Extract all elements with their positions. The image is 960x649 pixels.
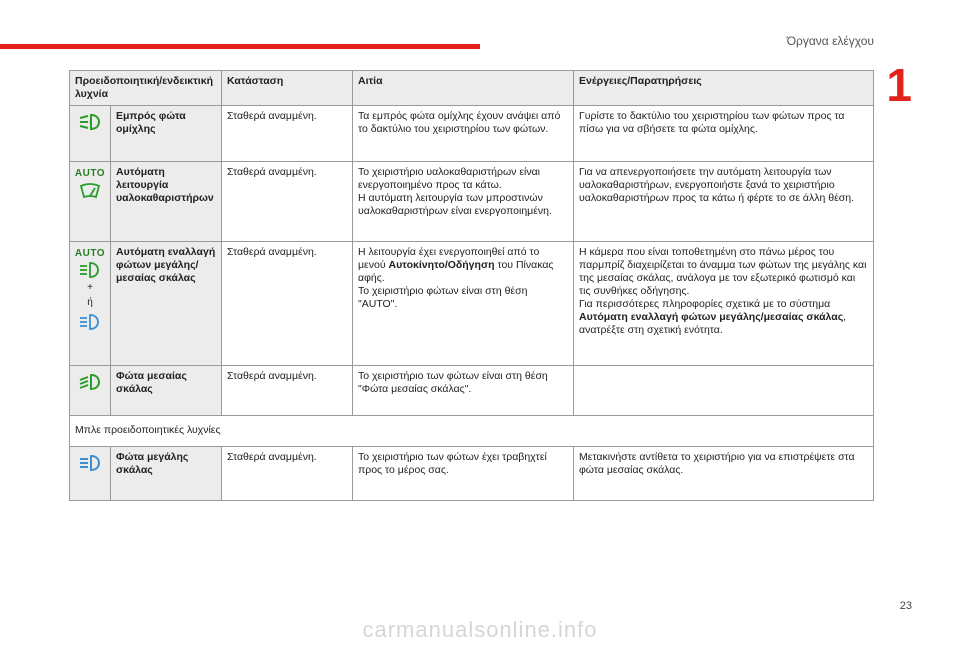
- note-line: [579, 298, 868, 337]
- note-text: Για περισσότερες πληροφορίες σχετικά με το σύστημα: [579, 298, 831, 310]
- auto-label: AUTO: [74, 168, 106, 179]
- table-row: [70, 447, 874, 501]
- table-row: [70, 242, 874, 366]
- cause-line: Το χειριστήριο υαλοκαθαριστήρων είναι ενεργοποιημένο προς τα κάτω.: [358, 166, 541, 191]
- icon-cell: [70, 366, 111, 416]
- cause-line: Το χειριστήριο φώτων είναι στη θέση "AUTO".: [358, 285, 528, 310]
- lamp-action: [574, 366, 874, 416]
- lamp-cause: Τα εμπρός φώτα ομίχλης έχουν ανάψει από το δακτύλιο του χειριστηρίου των φώτων.: [353, 106, 574, 162]
- high-beam-blue-icon: [78, 313, 102, 331]
- lamp-name: Αυτόματη εναλλαγή φώτων μεγάλης/μεσαίας σκάλας: [111, 242, 222, 366]
- table-row: [70, 106, 874, 162]
- lamp-cause: [353, 242, 574, 366]
- section-title: Όργανα ελέγχου: [786, 34, 874, 48]
- cause-line: [358, 246, 568, 285]
- chapter-number: 1: [886, 59, 912, 111]
- column-header-lamp: Προειδοποιητική/ενδεικτική λυχνία: [70, 71, 222, 106]
- auto-label: AUTO: [74, 248, 106, 259]
- note-text: , ανατρέξτε στη σχετική ενότητα.: [579, 311, 847, 336]
- lamp-action: Μετακινήστε αντίθετα το χειριστήριο για να επιστρέψετε στα φώτα μεσαίας σκάλας.: [574, 447, 874, 501]
- icon-cell: [70, 106, 111, 162]
- high-beam-green-icon: [78, 261, 102, 279]
- table-row: [70, 366, 874, 416]
- wiper-icon: [78, 182, 102, 200]
- lamp-state: Σταθερά αναμμένη.: [222, 366, 353, 416]
- warning-lamp-table: [69, 70, 874, 501]
- column-header-actions: Ενέργειες/Παρατηρήσεις: [574, 71, 874, 106]
- lamp-name: Φώτα μεγάλης σκάλας: [111, 447, 222, 501]
- section-label: Μπλε προειδοποιητικές λυχνίες: [70, 416, 874, 447]
- lamp-name: Εμπρός φώτα ομίχλης: [111, 106, 222, 162]
- cause-text: του Πίνακας αφής.: [358, 259, 554, 284]
- page-number: 23: [899, 600, 912, 612]
- front-fog-lamp-icon: [78, 112, 102, 132]
- lamp-action: Για να απενεργοποιήσετε την αυτόματη λειτουργία των υαλοκαθαριστήρων, ενεργοποιήστε ξανά το χειριστήριο υαλοκαθαριστήρων προς τα κάτω ή φέρτε το σε άλλη θέση.: [574, 162, 874, 242]
- header-accent-bar: [0, 44, 480, 49]
- section-row: [70, 416, 874, 447]
- plus-sign: +: [87, 282, 93, 293]
- lamp-state: Σταθερά αναμμένη.: [222, 106, 353, 162]
- icon-cell: [70, 447, 111, 501]
- note-line: Η κάμερα που είναι τοποθετημένη στο πάνω μέρος του παρμπρίζ διαχειρίζεται το άναμμα των φώτων της μεγάλης και της μεσαίας σκάλας, ανάλογα με τον εξωτερικό φωτισμό και τις συνθήκες οδήγησης.: [579, 246, 867, 297]
- lamp-state: Σταθερά αναμμένη.: [222, 447, 353, 501]
- lamp-state: Σταθερά αναμμένη.: [222, 242, 353, 366]
- column-header-state: Κατάσταση: [222, 71, 353, 106]
- menu-path: Αυτοκίνητο/Οδήγηση: [388, 259, 495, 271]
- or-label: ή: [87, 297, 93, 308]
- cause-line: Η αυτόματη λειτουργία των μπροστινών υαλοκαθαριστήρων είναι ενεργοποιημένη.: [358, 192, 552, 217]
- lamp-name: Φώτα μεσαίας σκάλας: [111, 366, 222, 416]
- lamp-cause: [353, 162, 574, 242]
- icon-cell: [70, 162, 111, 242]
- high-beam-icon: [78, 453, 102, 473]
- lamp-cause: Το χειριστήριο των φώτων είναι στη θέση "Φώτα μεσαίας σκάλας".: [353, 366, 574, 416]
- watermark: carmanualsonline.info: [362, 617, 598, 642]
- cause-text: Η λειτουργία έχει ενεργοποιηθεί από το μενού: [358, 246, 540, 271]
- system-name: Αυτόματη εναλλαγή φώτων μεγάλης/μεσαίας σκάλας: [579, 311, 844, 323]
- lamp-cause: Το χειριστήριο των φώτων έχει τραβηχτεί προς το μέρος σας.: [353, 447, 574, 501]
- lamp-action: Γυρίστε το δακτύλιο του χειριστηρίου των φώτων προς τα πίσω για να σβήσετε τα φώτα ομίχλης.: [574, 106, 874, 162]
- low-beam-icon: [78, 372, 102, 392]
- lamp-name: Αυτόματη λειτουργία υαλοκαθαριστήρων: [111, 162, 222, 242]
- lamp-state: Σταθερά αναμμένη.: [222, 162, 353, 242]
- table-row: [70, 162, 874, 242]
- column-header-cause: Αιτία: [353, 71, 574, 106]
- table-header-row: [70, 71, 874, 106]
- icon-cell: [70, 242, 111, 366]
- lamp-action: [574, 242, 874, 366]
